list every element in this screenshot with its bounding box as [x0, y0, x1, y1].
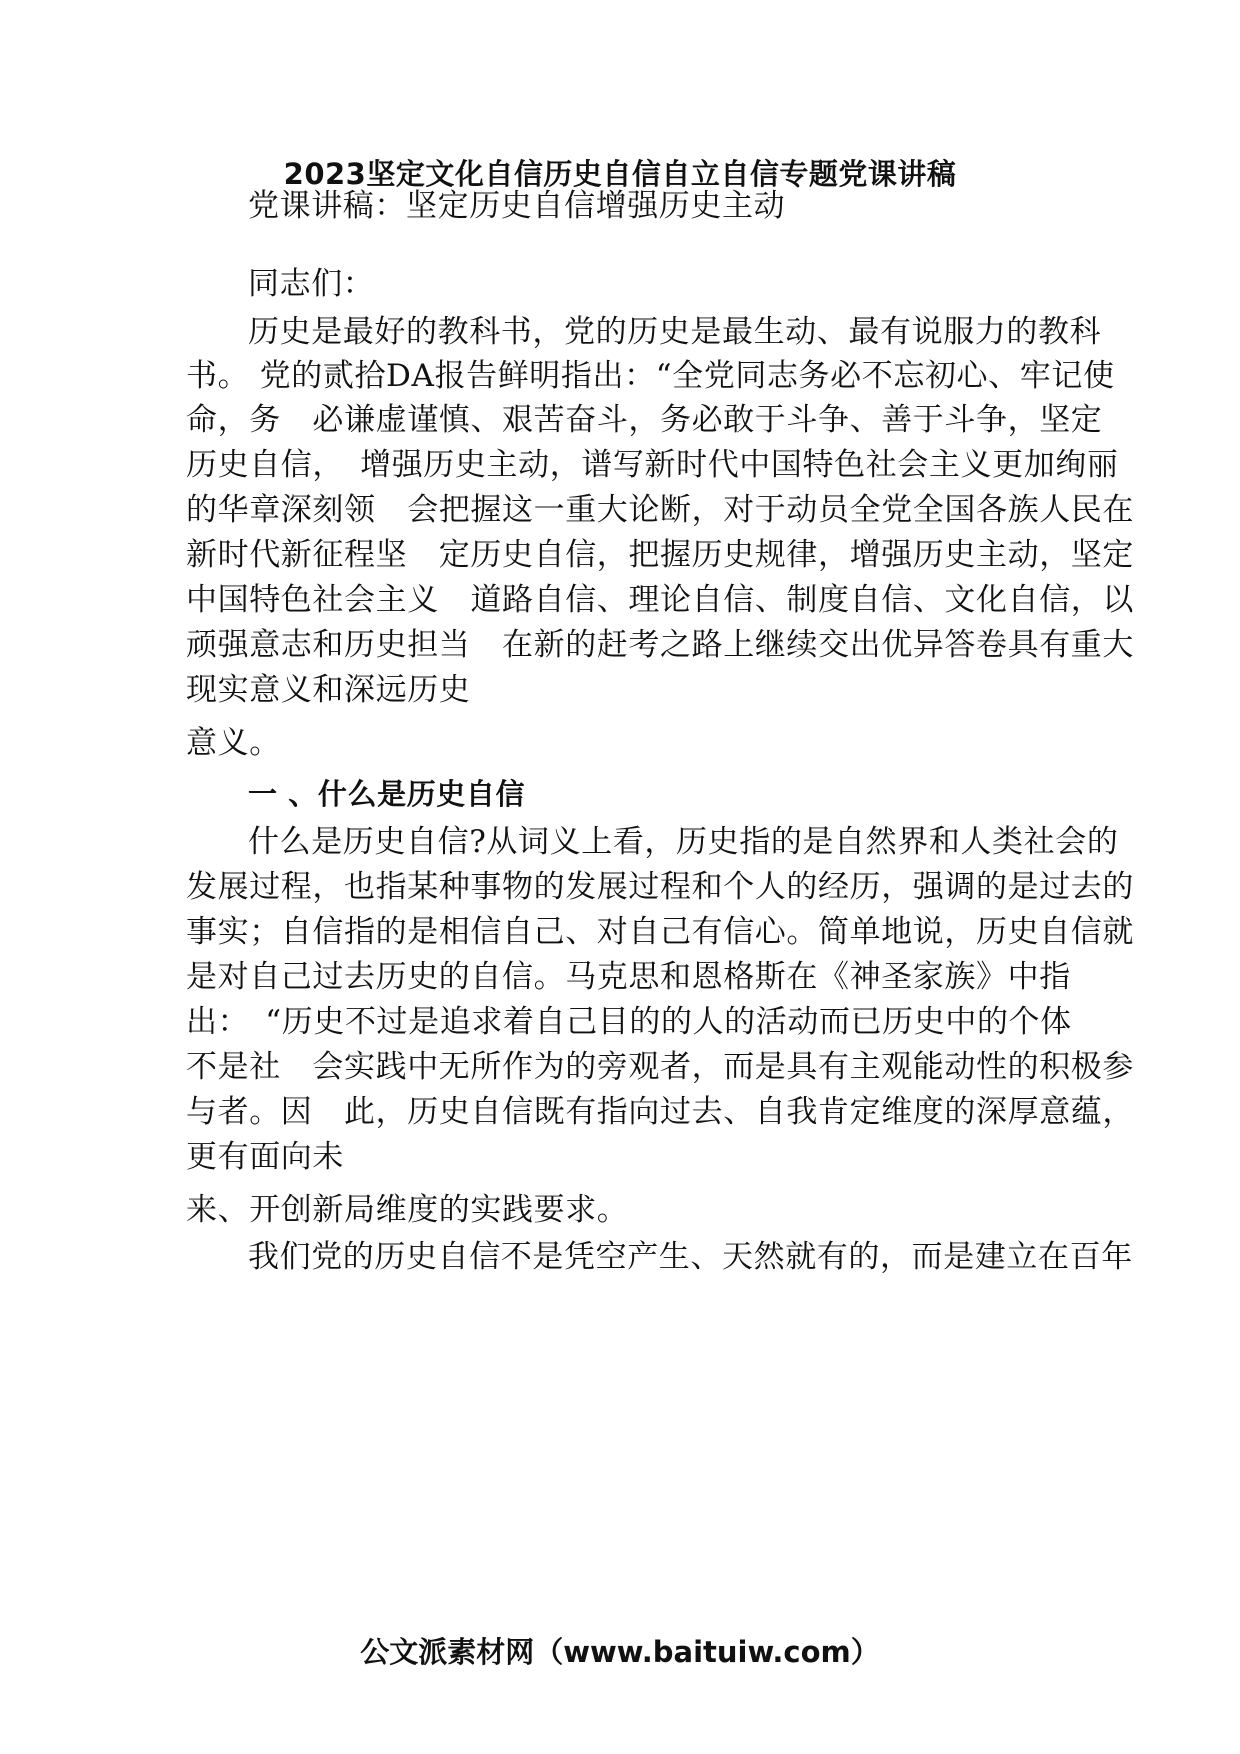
paragraph-tail: 来、开创新局维度的实践要求。	[186, 1192, 629, 1228]
paragraph-line: 什么是历史自信?从词义上看，历史指的是自然界和人类社会的	[248, 824, 1119, 860]
paragraph-line: 新时代新征程坚 定历史自信，把握历史规律，增强历史主动，坚定	[186, 537, 1134, 573]
paragraph-line: 不是社 会实践中无所作为的旁观者，而是具有主观能动性的积极参	[186, 1049, 1134, 1085]
paragraph-line: 更有面向未	[186, 1139, 344, 1175]
document-title: 2023坚定文化自信历史自信自立自信专题党课讲稿	[283, 157, 957, 191]
salutation: 同志们：	[248, 266, 375, 302]
paragraph-line: 与者。因 此，历史自信既有指向过去、自我肯定维度的深厚意蕴，	[186, 1094, 1134, 1130]
paragraph-line: 命，务 必谦虚谨慎、艰苦奋斗，务必敢于斗争、善于斗争，坚定	[186, 402, 1103, 438]
paragraph-line: 出： “历史不过是追求着自己目的的人的活动而已历史中的个体	[186, 1004, 1072, 1040]
paragraph-line: 事实；自信指的是相信自己、对自己有信心。简单地说，历史自信就	[186, 914, 1134, 950]
document-subtitle: 党课讲稿：坚定历史自信增强历史主动	[248, 188, 786, 224]
section-heading: 一 、什么是历史自信	[248, 777, 526, 811]
paragraph-line: 历史是最好的教科书，党的历史是最生动、最有说服力的教科	[248, 314, 1102, 350]
paragraph-line: 现实意义和深远历史	[186, 672, 471, 708]
paragraph-line: 我们党的历史自信不是凭空产生、天然就有的，而是建立在百年	[248, 1239, 1133, 1275]
paragraph-line: 历史自信， 增强历史主动，谱写新时代中国特色社会主义更加绚丽	[186, 447, 1119, 483]
paragraph-line: 书。 党的贰拾DA报告鲜明指出：“全党同志务必不忘初心、牢记使	[186, 358, 1115, 394]
paragraph-line: 中国特色社会主义 道路自信、理论自信、制度自信、文化自信，以	[186, 582, 1134, 618]
paragraph-line: 顽强意志和历史担当 在新的赶考之路上继续交出优异答卷具有重大	[186, 627, 1134, 663]
paragraph-tail: 意义。	[186, 725, 281, 761]
paragraph-line: 的华章深刻领 会把握这一重大论断，对于动员全党全国各族人民在	[186, 492, 1134, 528]
footer-watermark: 公文派素材网（www.baituiw.com）	[360, 1635, 880, 1669]
paragraph-line: 是对自己过去历史的自信。马克思和恩格斯在《神圣家族》中指	[186, 959, 1071, 995]
paragraph-line: 发展过程，也指某种事物的发展过程和个人的经历，强调的是过去的	[186, 869, 1134, 905]
